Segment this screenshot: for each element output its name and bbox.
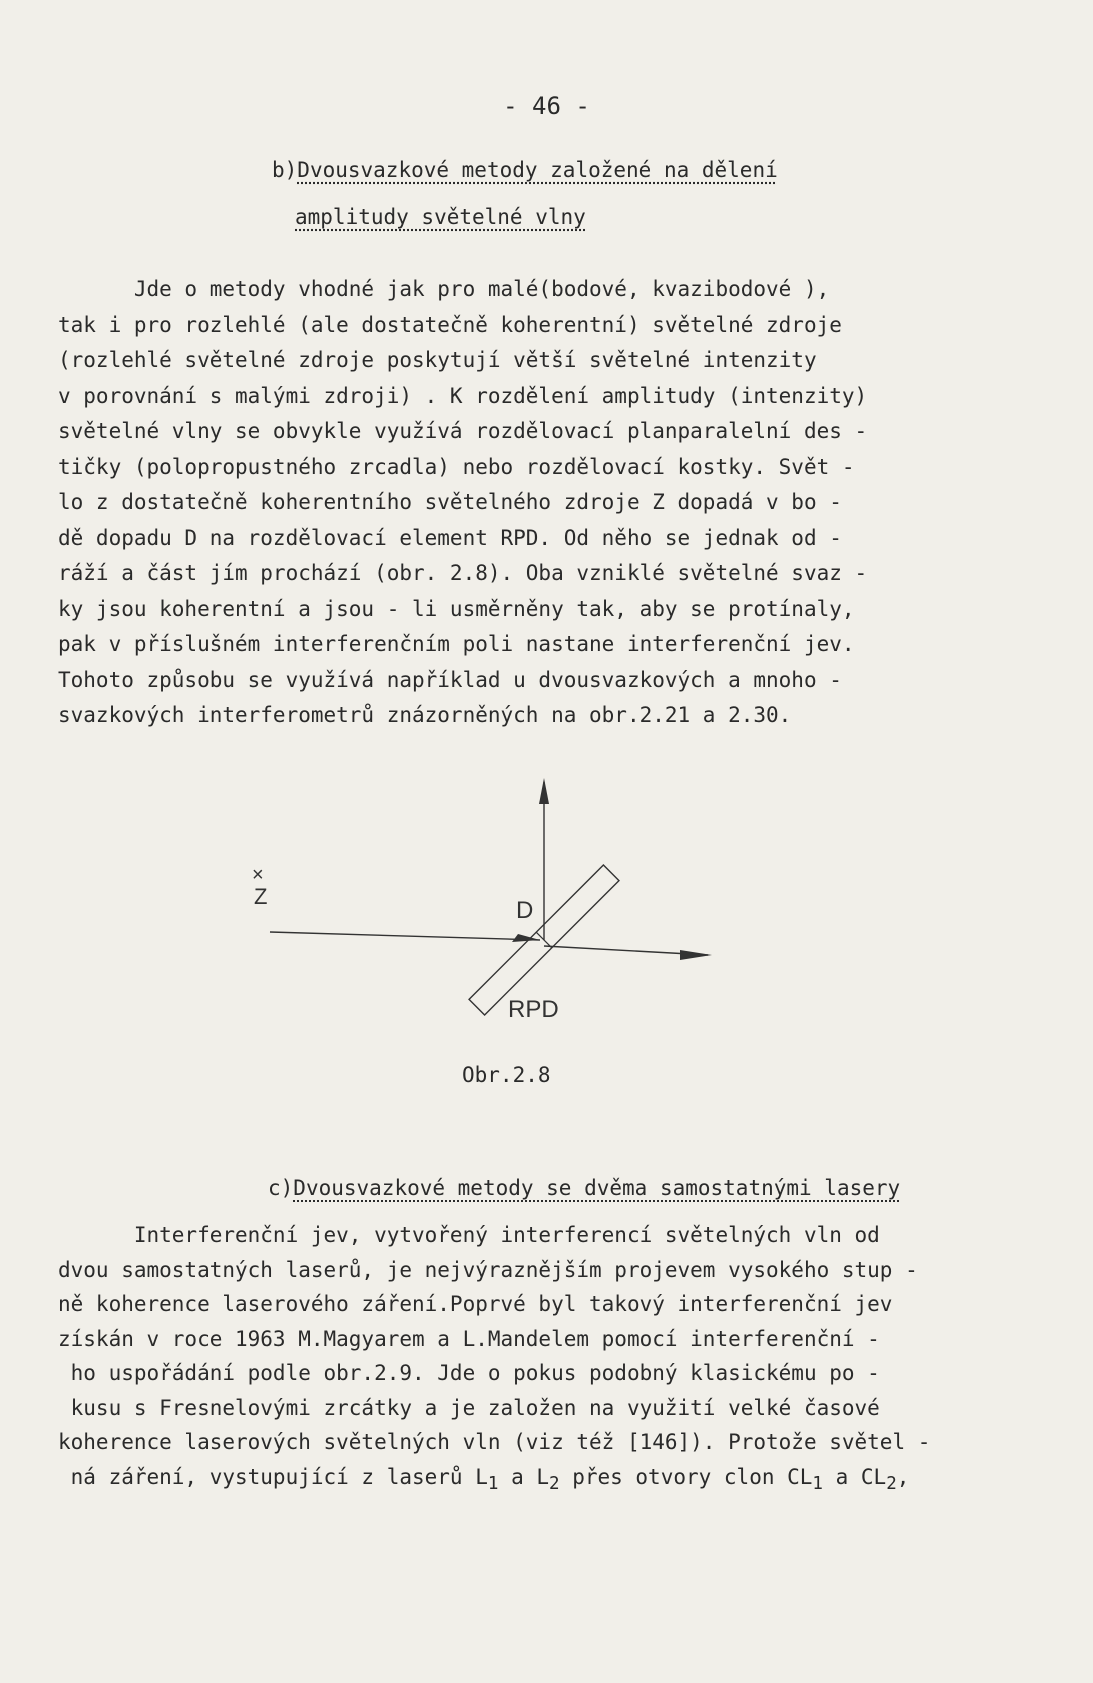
incident-beam (270, 932, 540, 940)
transmitted-beam-arrow (680, 950, 712, 960)
paragraph-b-line: dě dopadu D na rozdělovací element RPD. Od něho se jednak od - (58, 525, 842, 550)
paragraph-c-line: koherence laserových světelných vln (viz též [146]). Protože světel - (58, 1430, 931, 1454)
text-run: , (896, 1464, 910, 1489)
paragraph-b-line: tičky (polopropustného zrcadla) nebo rozdělovací kostky. Svět - (58, 454, 855, 479)
paragraph-c (58, 1218, 1048, 1494)
section-b-title-line2: amplitudy světelné vlny (295, 205, 586, 229)
paragraph-c-last-line (58, 1460, 1048, 1495)
paragraph-b-line: ky jsou koherentní a jsou - li usměrněny tak, aby se protínaly, (58, 596, 855, 621)
paragraph-c-line: ně koherence laserového záření.Poprvé byl takový interferenční jev (58, 1292, 893, 1316)
text-run: a L (498, 1464, 549, 1489)
section-b-title-line1: Dvousvazkové metody založené na dělení (297, 158, 778, 182)
paragraph-b-line: lo z dostatečně koherentního světelného zdroje Z dopadá v bo - (58, 490, 842, 514)
text-run: a CL (822, 1464, 887, 1489)
section-b-heading (272, 158, 778, 182)
section-b-prefix: b) (272, 158, 298, 182)
subscript: 2 (886, 1473, 897, 1494)
section-b-heading-line2 (295, 205, 586, 229)
subscript: 1 (812, 1473, 823, 1494)
paragraph-c-line: Interferenční jev, vytvořený interferencí světelných vln od (58, 1223, 880, 1247)
text-run: ná záření, vystupující z laserů L (58, 1464, 488, 1489)
source-label: Z (254, 884, 268, 909)
paragraph-b (58, 272, 1048, 734)
figure-caption: Obr.2.8 (462, 1063, 551, 1087)
paragraph-b-line: (rozlehlé světelné zdroje poskytují větší světelné intenzity (58, 348, 817, 372)
paragraph-b-line: svazkových interferometrů znázorněných na obr.2.21 a 2.30. (58, 703, 792, 727)
subscript: 2 (549, 1473, 560, 1494)
section-c-title: Dvousvazkové metody se dvěma samostatnými lasery (293, 1176, 901, 1200)
paragraph-c-line: ho uspořádání podle obr.2.9. Jde o pokus podobný klasickému po - (58, 1361, 880, 1385)
paragraph-c-line: dvou samostatných laserů, je nejvýraznějším projevem vysokého stup - (58, 1257, 918, 1282)
text-run: přes otvory clon CL (559, 1464, 813, 1489)
section-c-prefix: c) (268, 1176, 294, 1200)
subscript: 1 (487, 1473, 499, 1494)
paragraph-b-line: ráží a část jím prochází (obr. 2.8). Oba vzniklé světelné svaz - (58, 561, 868, 585)
point-label: D (516, 897, 534, 924)
paragraph-b-line: v porovnání s malými zdroji) . K rozdělení amplitudy (intenzity) (58, 383, 868, 408)
paragraph-b-line: Tohoto způsobu se využívá například u dvousvazkových a mnoho - (58, 667, 842, 692)
section-c-heading (268, 1176, 900, 1200)
paragraph-c-line: získán v roce 1963 M.Magyarem a L.Mandelem pomocí interferenční - (58, 1326, 880, 1351)
paragraph-c-line: kusu s Fresnelovými zrcátky a je založen na využití velké časové (58, 1395, 880, 1420)
paragraph-b-line: světelné vlny se obvykle využívá rozdělovací planparalelní des - (58, 419, 868, 443)
paragraph-b-line: Jde o metody vhodné jak pro malé(bodové, kvazibodové ), (58, 277, 830, 301)
paragraph-b-line: pak v příslušném interferenčním poli nastane interferenční jev. (58, 632, 855, 656)
page-number: - 46 - (503, 92, 590, 120)
incident-beam-arrow (512, 934, 540, 942)
beam-splitter-diagram (250, 770, 730, 1050)
source-mark: × (252, 864, 264, 886)
paragraph-b-line: tak i pro rozlehlé (ale dostatečně koherentní) světelné zdroje (58, 312, 842, 337)
element-label: RPD (508, 996, 559, 1023)
reflected-beam-arrow (539, 778, 549, 804)
